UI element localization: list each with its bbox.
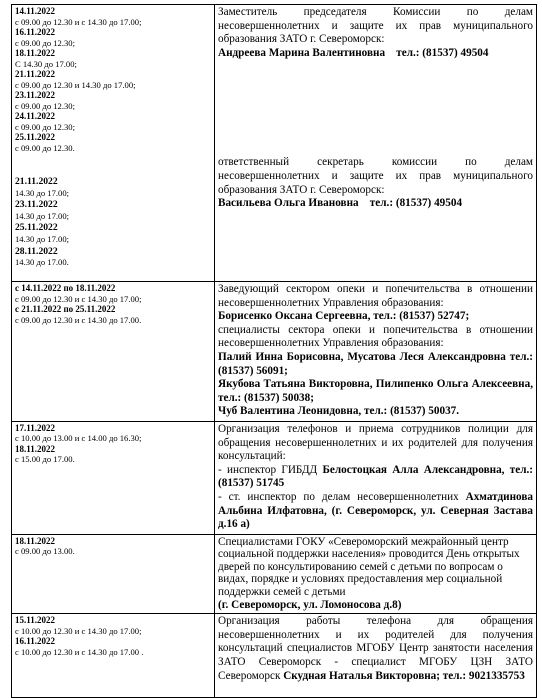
contact-person: Андреева Марина Валентиновна тел.: (81537) 49504 <box>218 46 489 59</box>
date-label: 21.11.2022 <box>15 69 56 79</box>
contact-person: Палий Инна Борисовна, Мусатова Леся Александровна тел.: (81537) 56091; <box>218 350 533 377</box>
time-range: 14.30 до 17.00. <box>15 257 69 268</box>
contact-role: Заведующий сектором опеки и попечительства в отношении несовершеннолетних Управления образования: <box>218 283 533 309</box>
date-label: 18.11.2022 <box>15 48 56 58</box>
date-label: 24.11.2022 <box>15 111 56 121</box>
date-list <box>15 176 211 269</box>
contact-person: Васильева Ольга Ивановна тел.: (81537) 49504 <box>218 197 463 210</box>
schedule-table <box>11 4 537 698</box>
time-range: с 09.00 до 12.30; <box>15 100 75 111</box>
contact-person: - ст. инспектор по делам несовершеннолетних Ахматдинова Альбина Илфатовна, (г. Североморск, ул. Северная Застава д.16 а) <box>218 490 533 531</box>
time-range: с 09.00 до 12.30 и с 14.30 до 17.00; <box>15 16 142 27</box>
schedule-cell <box>12 5 215 282</box>
contact-person: Якубова Татьяна Викторовна, Пилипенко Ольга Алексеевна, тел.: (81537) 50038; <box>218 378 533 404</box>
table-row <box>12 282 537 422</box>
date-list <box>15 6 211 153</box>
date-label: 23.11.2022 <box>15 90 56 100</box>
contact-cell <box>215 282 537 422</box>
contact-person: - инспектор ГИБДД Белостоцкая Алла Александровна, тел.: (81537) 51745 <box>218 463 533 490</box>
contact-role: специалисты сектора опеки и попечительства в отношении несовершеннолетних Управления образования: <box>218 323 533 350</box>
schedule-cell <box>12 282 215 422</box>
table-row <box>12 614 537 698</box>
contact-cell <box>215 614 537 698</box>
date-label: 21.11.2022 <box>15 176 58 187</box>
event-description: Специалистами ГОКУ «Североморский межрайонный центр социальной поддержки населения» проводится День открытых дверей по консультированию семей с детьми по вопросам о видах, порядке и условиях предоставления мер социальной поддержки семей с детьми <box>218 535 520 599</box>
date-label: 16.11.2022 <box>15 27 56 37</box>
table-row <box>12 5 537 282</box>
contact-cell <box>215 534 537 614</box>
schedule-cell <box>12 421 215 534</box>
contact-person: Чуб Валентина Леонидовна, тел.: (81537) 50037. <box>218 405 460 418</box>
time-range: с 09.00 до 12.30 и с 14.30 до 17.00; <box>15 293 142 304</box>
contact-cell <box>215 5 537 282</box>
date-label: 25.11.2022 <box>15 132 56 142</box>
schedule-cell <box>12 614 215 698</box>
date-label: 15.11.2022 <box>15 615 56 626</box>
date-label: с 21.11.2022 по 25.11.2022 <box>15 304 116 314</box>
time-range: с 09.00 до 12.30. <box>15 142 75 153</box>
table-row <box>12 534 537 614</box>
time-range: с 09.00 до 12.30 и с 14.30 до 17.00. <box>15 314 142 325</box>
date-label: 25.11.2022 <box>15 222 58 234</box>
event-description: Организация телефонов и приема сотрудников полиции для обращения несовершеннолетних и их родителей для получения консультаций: <box>218 422 533 463</box>
time-range: 14.30 до 17.00; <box>15 210 70 221</box>
time-range: с 09.00 до 12.30; <box>15 121 75 132</box>
time-range: с 15.00 до 17.00. <box>15 454 75 465</box>
contact-role: ответственный секретарь комиссии по делам несовершеннолетних и защите их прав муниципального образования ЗАТО г. Североморск: <box>218 156 533 196</box>
date-label: с 14.11.2022 по 18.11.2022 <box>15 283 116 293</box>
time-range: с 10.00 до 12.30 и с 14.30 до 17.00; <box>15 625 142 636</box>
time-range: с 09.00 до 12.30; <box>15 37 75 48</box>
time-range: с 09.00 до 12.30 и 14.30 до 17.00; <box>15 79 136 90</box>
date-label: 18.11.2022 <box>15 443 56 454</box>
date-label: 16.11.2022 <box>15 636 56 647</box>
date-label: 28.11.2022 <box>15 245 58 257</box>
date-label: 14.11.2022 <box>15 6 56 16</box>
contact-cell <box>215 421 537 534</box>
contact-person: Борисенко Оксана Сергеевна, тел.: (81537) 52747; <box>218 310 470 323</box>
time-range: С 14.30 до 17.00; <box>15 58 77 69</box>
date-label: 18.11.2022 <box>15 535 56 546</box>
contact-role: Заместитель председателя Комиссии по делам несовершеннолетних и защите их прав муниципального образования ЗАТО г. Североморск: <box>218 6 533 46</box>
date-label: 23.11.2022 <box>15 199 58 211</box>
event-address: (г. Североморск, ул. Ломоносова д.8) <box>218 598 402 611</box>
time-range: 14.30 до 17.00; <box>15 233 70 244</box>
event-description: Организация работы телефона для обращения несовершеннолетних и их родителей для получения консультаций специалистов МГОБУ Центр занятости населения ЗАТО Североморск - специалист МГОБУ ЦЗН ЗАТО Североморск Скудная Наталья Викторовна; тел.: 9021335753 <box>218 615 533 682</box>
time-range: с 10.00 до 13.00 и с 14.00 до 16.30; <box>15 433 142 444</box>
time-range: с 10.00 до 12.30 и с 14.30 до 17.00 . <box>15 646 144 657</box>
schedule-cell <box>12 534 215 614</box>
table-row <box>12 421 537 534</box>
date-label: 17.11.2022 <box>15 422 56 433</box>
time-range: с 09.00 до 13.00. <box>15 546 75 557</box>
time-range: 14.30 до 17.00; <box>15 187 70 198</box>
